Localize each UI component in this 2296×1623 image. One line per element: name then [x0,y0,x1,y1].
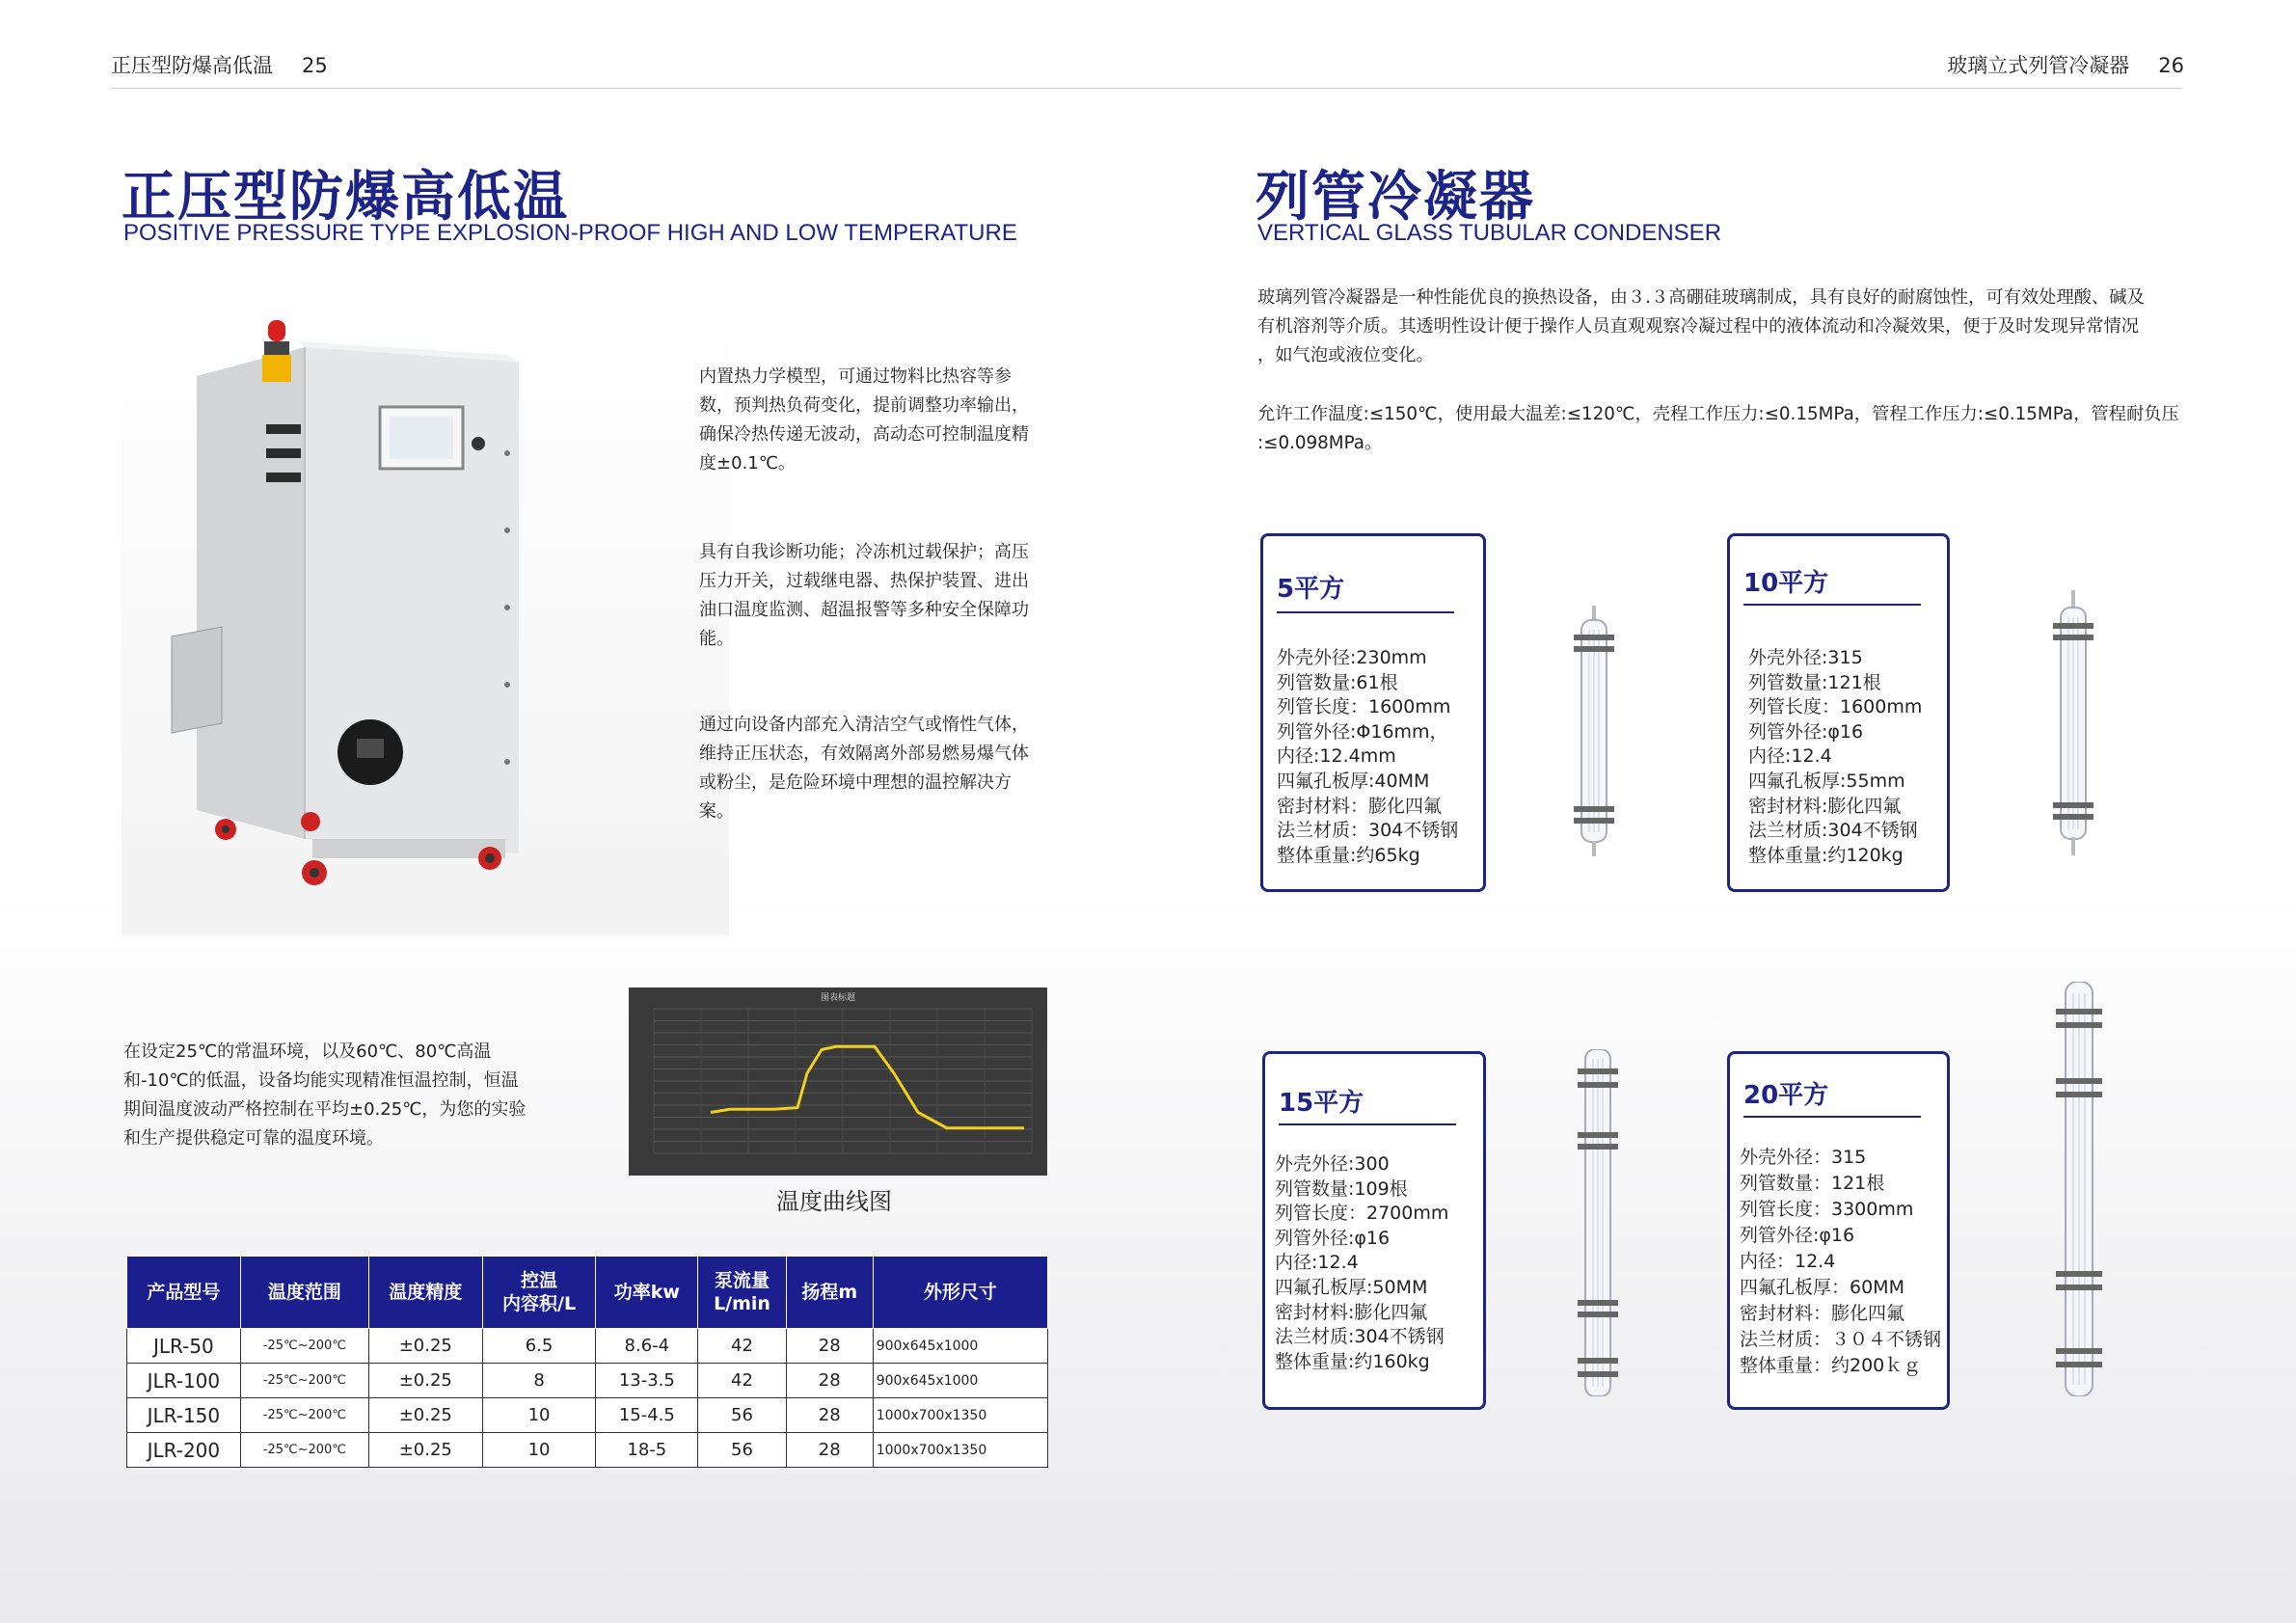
table-cell: -25℃~200℃ [240,1433,368,1468]
table-cell: 15-4.5 [596,1398,698,1433]
table-cell: JLR-100 [127,1364,241,1398]
spec-line: 列管长度：3300mm [1740,1199,1914,1220]
table-header-cell: 泵流量 L/min [698,1257,787,1329]
condenser-5sqm-image [1570,606,1618,856]
product-photo [122,318,729,935]
left-title-en: POSITIVE PRESSURE TYPE EXPLOSION-PROOF HIGH AND LOW TEMPERATURE [123,220,1017,246]
spec-line: 四氟孔板厚:40MM [1277,770,1430,792]
spec-card-20sqm [1727,1051,1950,1410]
card-title-underline [1279,1123,1456,1125]
condenser-params [1257,400,2183,458]
feature-positive-pressure: 通过向设备内部充入清洁空气或惰性气体，维持正压状态，有效隔离外部易燃易爆气体或粉尘，是危险环境中理想的温控解决方案。 [699,715,1029,822]
table-cell: JLR-150 [127,1398,241,1433]
spec-line: 外壳外径：315 [1740,1147,1867,1168]
spec-line: 列管长度：1600mm [1748,696,1923,718]
spec-line: 法兰材质:304不锈钢 [1748,820,1918,842]
table-cell: ±0.25 [368,1364,482,1398]
spec-line: 内径:12.4mm [1277,745,1396,768]
spec-line: 列管外径:φ16 [1275,1227,1391,1249]
spec-card-5sqm [1260,533,1486,892]
spec-line: 四氟孔板厚：60MM [1740,1277,1904,1298]
card-title-underline [1277,611,1454,613]
spec-line: 法兰材质:304不锈钢 [1275,1326,1445,1348]
spec-line: 密封材料:膨化四氟 [1748,795,1902,817]
right-title-cn: 列管冷凝器 [1256,166,1535,229]
spec-line: 列管数量:109根 [1275,1177,1408,1200]
table-cell: 900x645x1000 [873,1329,1047,1364]
spec-line: 密封材料：膨化四氟 [1277,795,1443,817]
spec-line: 外壳外径:230mm [1277,647,1427,668]
left-title-cn: 正压型防爆高低温 [122,166,569,229]
spec-card-15sqm [1262,1051,1486,1410]
table-row [127,1364,1048,1398]
table-row [127,1433,1048,1468]
left-page-header [111,50,328,79]
right-header-title: 玻璃立式列管冷凝器 [1947,54,2130,77]
table-cell: 28 [786,1329,873,1364]
table-cell: 28 [786,1364,873,1398]
header-divider [111,88,2182,89]
table-cell: 28 [786,1398,873,1433]
table-header-cell: 产品型号 [127,1257,241,1329]
right-page-header [1947,50,2184,79]
left-header-title: 正压型防爆高低温 [111,54,273,77]
condenser-10sqm-image [2049,590,2097,855]
params-line: 允许工作温度:≤150℃，使用最大温差:≤120℃，壳程工作压力:≤0.15MPa，管程工作压力:≤0.15MPa，管程耐负压 [1257,404,2179,424]
spec-line: 四氟孔板厚:50MM [1275,1276,1428,1298]
spec-line: 法兰材质：３０４不锈钢 [1740,1329,1942,1350]
spec-line: 整体重量:约160kg [1275,1350,1430,1372]
card-title-underline [1743,1116,1921,1118]
table-header-cell: 功率kw [596,1257,698,1329]
table-cell: ±0.25 [368,1329,482,1364]
spec-line: 内径：12.4 [1740,1251,1836,1272]
spec-line: 外壳外径:300 [1275,1153,1390,1175]
spec-line: 列管长度：2700mm [1275,1203,1449,1225]
table-cell: ±0.25 [368,1433,482,1468]
card-specs [1740,1145,1941,1379]
condenser-20sqm-image [2052,982,2106,1396]
chart-caption: 温度曲线图 [776,1188,892,1215]
spec-line: 四氟孔板厚:55mm [1748,770,1905,792]
spec-line: 法兰材质：304不锈钢 [1277,820,1459,842]
chart-svg [629,987,1047,1176]
table-cell: 1000x700x1350 [873,1398,1047,1433]
intro-line: ，如气泡或液位变化。 [1257,345,1434,365]
table-cell: 900x645x1000 [873,1364,1047,1398]
spec-line: 整体重量:约65kg [1277,844,1420,866]
feature-safety: 具有自我诊断功能；冷冻机过载保护；高压压力开关，过载继电器、热保护装置、进出油口温度监测、超温报警等多种安全保障功能。 [699,542,1029,649]
table-header-cell: 温度精度 [368,1257,482,1329]
spec-line: 密封材料：膨化四氟 [1740,1303,1905,1324]
spec-line: 内径:12.4 [1748,745,1832,768]
card-title: 20平方 [1743,1081,1829,1110]
spec-line: 整体重量:约120kg [1748,844,1904,866]
right-title-en: VERTICAL GLASS TUBULAR CONDENSER [1257,220,1722,246]
table-cell: 18-5 [596,1433,698,1468]
spec-line: 列管外径:φ16 [1740,1225,1855,1246]
table-cell: 10 [482,1433,596,1468]
card-specs [1748,646,1922,868]
table-cell: 56 [698,1433,787,1468]
table-cell: 10 [482,1398,596,1433]
card-title: 5平方 [1277,575,1345,604]
intro-line: 有机溶剂等介质。其透明性设计便于操作人员直观观察冷凝过程中的液体流动和冷凝效果，便于及时发现异常情况 [1257,316,2140,337]
spec-line: 列管长度：1600mm [1277,696,1451,718]
condenser-intro [1257,284,2183,370]
spec-line: 密封材料:膨化四氟 [1275,1301,1428,1323]
table-cell: -25℃~200℃ [240,1329,368,1364]
table-cell: 42 [698,1329,787,1364]
table-header-cell: 温度范围 [240,1257,368,1329]
spec-line: 列管外径:φ16 [1748,720,1864,743]
feature-thermo-model: 内置热力学模型，可通过物料比热容等参数，预判热负荷变化，提前调整功率输出，确保冷热传递无波动，高动态可控制温度精度±0.1℃。 [699,366,1029,473]
card-title-underline [1743,604,1921,606]
temperature-series-line [711,1046,1024,1128]
spec-line: 整体重量：约200ｋｇ [1740,1355,1922,1376]
spec-line: 列管数量：121根 [1740,1173,1885,1194]
table-cell: 8.6-4 [596,1329,698,1364]
table-cell: 13-3.5 [596,1364,698,1398]
spec-line: 列管数量:61根 [1277,671,1398,693]
card-specs [1277,646,1458,868]
chiller-cabinet-illustration [122,318,729,935]
table-row [127,1329,1048,1364]
condenser-15sqm-image [1574,1049,1622,1396]
table-cell: 6.5 [482,1329,596,1364]
table-header-cell: 控温 内容积/L [482,1257,596,1329]
temperature-environment-text: 在设定25℃的常温环境，以及60℃、80℃高温和-10℃的低温，设备均能实现精准恒温控制，恒温期间温度波动严格控制在平均±0.25℃，为您的实验和生产提供稳定可靠的温度环境。 [123,1041,527,1149]
table-cell: 1000x700x1350 [873,1433,1047,1468]
chart-inner-title: 图表标题 [820,993,856,1003]
temperature-curve-chart [629,987,1047,1176]
product-spec-table [126,1256,1048,1468]
table-header-cell: 扬程m [786,1257,873,1329]
params-line: :≤0.098MPa。 [1257,433,1383,453]
spec-line: 列管外径:Φ16mm， [1277,720,1448,743]
table-cell: -25℃~200℃ [240,1364,368,1398]
card-title: 15平方 [1279,1089,1364,1118]
table-cell: ±0.25 [368,1398,482,1433]
spec-card-10sqm [1727,533,1950,892]
spec-line: 内径:12.4 [1275,1252,1359,1274]
chart-grid [654,1009,1032,1153]
table-cell: JLR-50 [127,1329,241,1364]
table-cell: -25℃~200℃ [240,1398,368,1433]
left-page-number: 25 [302,54,328,77]
right-page-number: 26 [2158,54,2184,77]
card-specs [1275,1152,1448,1374]
table-cell: JLR-200 [127,1433,241,1468]
table-cell: 28 [786,1433,873,1468]
table-header-cell: 外形尺寸 [873,1257,1047,1329]
intro-line: 玻璃列管冷凝器是一种性能优良的换热设备，由３.３高硼硅玻璃制成，具有良好的耐腐蚀性，可有效处理酸、碱及 [1257,287,2145,308]
spec-line: 外壳外径:315 [1748,647,1863,668]
table-row [127,1398,1048,1433]
table-cell: 42 [698,1364,787,1398]
table-cell: 56 [698,1398,787,1433]
table-cell: 8 [482,1364,596,1398]
spec-line: 列管数量:121根 [1748,671,1881,693]
card-title: 10平方 [1743,569,1829,598]
